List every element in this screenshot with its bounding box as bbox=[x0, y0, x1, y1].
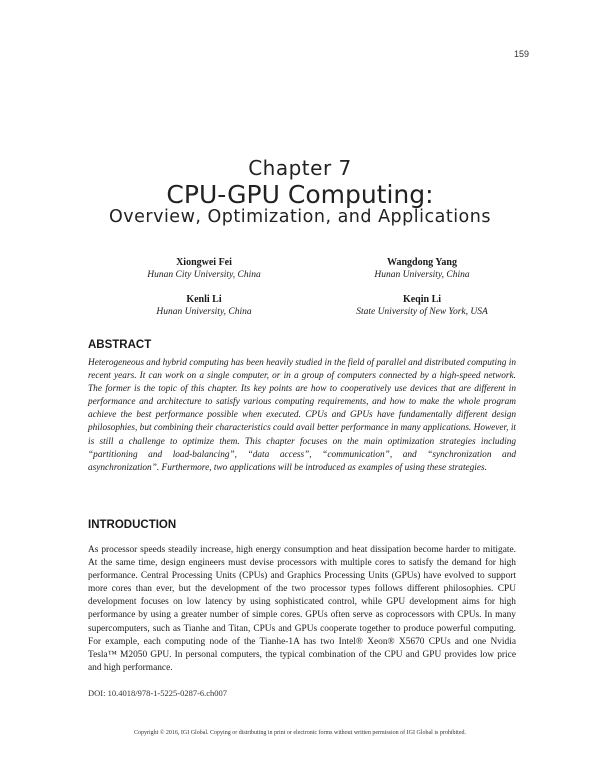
author-block bbox=[312, 293, 532, 319]
chapter-subtitle: Overview, Optimization, and Applications bbox=[109, 207, 491, 227]
doi: DOI: 10.4018/978-1-5225-0287-6.ch007 bbox=[88, 688, 228, 698]
author-affiliation: Hunan University, China bbox=[156, 307, 252, 317]
author-affiliation: Hunan University, China bbox=[374, 270, 470, 280]
chapter-title: CPU-GPU Computing: bbox=[166, 180, 434, 209]
copyright-notice: Copyright © 2016, IGI Global. Copying or distributing in print or electronic forms without written permission of IGI Global is prohibited. bbox=[133, 730, 466, 736]
introduction-text: As processor speeds steadily increase, high energy consumption and heat dissipation become harder to mitigate. At the same time, design engineers must devise processors with multiple cores to satisfy the demand for high performance. Central Processing Units (CPUs) and Graphics Processing Units (GPUs) have evolved to support more cores than ever, but the development of the two processor types follows different philosophies. CPU development focuses on low latency by using sophisticated control, while GPU development aims for high performance by using a greater number of simple cores. GPUs often serve as coprocessors with CPUs. In many supercomputers, such as Tianhe and Titan, CPUs and GPUs cooperate together to produce powerful computing. For example, each computing node of the Tianhe-1A has two Intel® Xeon® X5670 CPUs and one Nvidia Tesla™ M2050 GPU. In personal computers, the typical combination of the CPU and GPU provides low price and high performance. bbox=[88, 545, 516, 673]
author-affiliation: State University of New York, USA bbox=[356, 307, 488, 317]
author-name: Wangdong Yang bbox=[387, 257, 457, 268]
author-affiliation: Hunan City University, China bbox=[147, 270, 261, 280]
author-name: Xiongwei Fei bbox=[176, 257, 232, 268]
author-name: Keqin Li bbox=[402, 294, 442, 305]
introduction-heading: INTRODUCTION bbox=[88, 519, 177, 531]
page-number: 159 bbox=[513, 49, 529, 59]
author-block bbox=[94, 256, 314, 282]
abstract-heading: ABSTRACT bbox=[88, 339, 152, 351]
author-name: Kenli Li bbox=[186, 294, 222, 305]
chapter-label: Chapter 7 bbox=[248, 156, 352, 180]
abstract-text: Heterogeneous and hybrid computing has been heavily studied in the field of parallel and distributed computing in recent years. It can work on a single computer, or in a group of computers connected by a high-speed network. The former is the topic of this chapter. Its key points are how to cooperatively use devices that are different in performance and architecture to satisfy various computing requirements, and how to make the whole program achieve the best performance possible when executed. CPUs and GPUs have fundamentally different design philosophies, but combining their characteristics could avail better performance in many applications. However, it is still a challenge to optimize them. This chapter focuses on the main optimization strategies including “partitioning and load-balancing”, “data access”, “communication”, and “synchronization and asynchronization”. Furthermore, two applications will be introduced as examples of using these strategies. bbox=[88, 358, 516, 473]
author-block bbox=[312, 256, 532, 282]
author-block bbox=[94, 293, 314, 319]
